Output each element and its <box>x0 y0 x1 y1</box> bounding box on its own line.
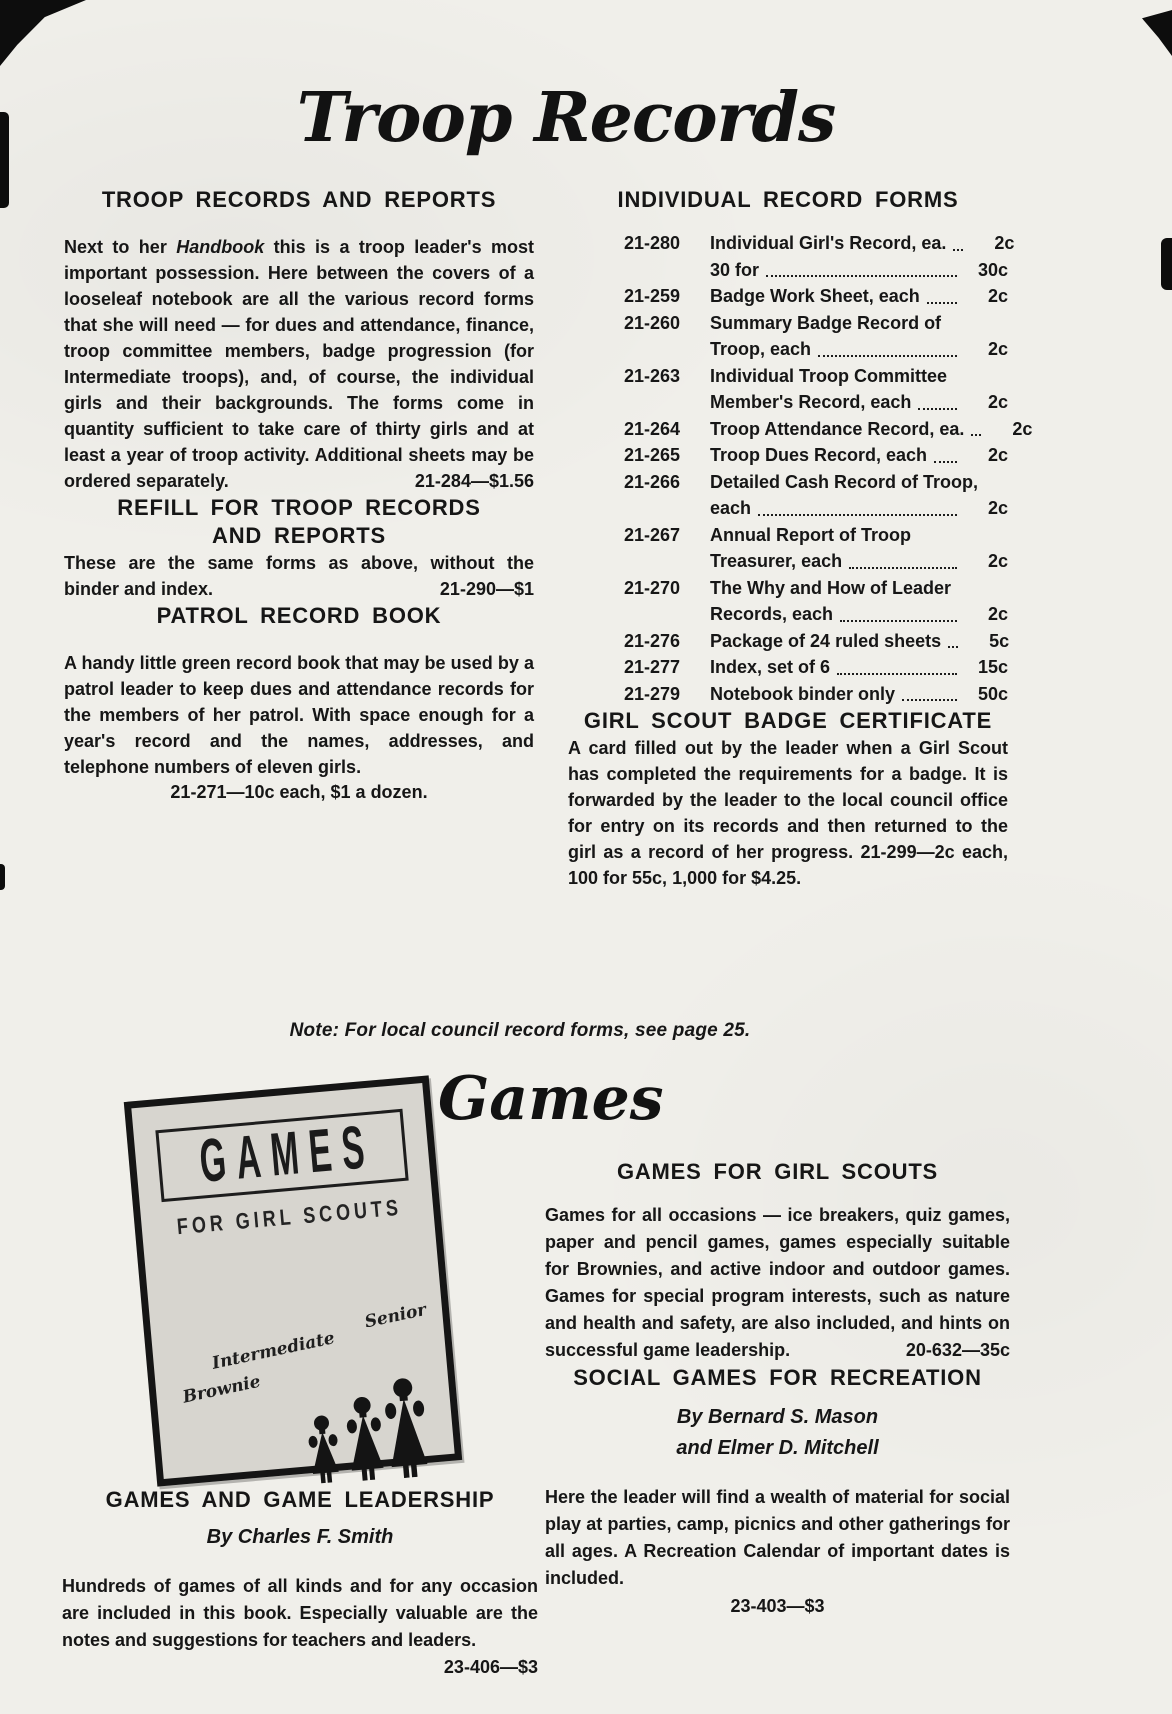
price-list-row <box>624 469 1008 496</box>
torn-edge-mark-left-small <box>0 864 5 890</box>
cover-label-intermediate: Intermediate <box>210 1328 337 1374</box>
item-description: Index, set of 6 <box>710 657 831 677</box>
torn-edge-mark-top-right <box>1142 10 1172 56</box>
section-badge-certificate <box>568 707 1008 891</box>
item-description: Individual Girl's Record, ea. <box>710 233 947 253</box>
section-body: A handy little green record book that may be used by a patrol leader to keep dues and attendance records for the members of her patrol. With space enough for a year's record and the names, addresses, and telephone numbers of eleven girls. <box>64 653 534 777</box>
dot-leader <box>902 699 957 701</box>
left-column <box>64 186 534 891</box>
section-games-leadership <box>62 1486 538 1677</box>
price-list-row <box>624 681 1008 708</box>
price-list-row <box>624 442 1008 469</box>
catalog-number-cell: 21-276 <box>624 630 681 651</box>
page-title: Troop Records <box>296 78 836 158</box>
item-price: 50c <box>977 683 1008 704</box>
item-description: The Why and How of Leader <box>710 577 952 598</box>
price-list-row <box>624 283 1008 310</box>
games-right-column <box>545 1158 1010 1617</box>
book-cover-inner <box>133 1107 456 1503</box>
section-heading: GAMES FOR GIRL SCOUTS <box>616 1159 939 1184</box>
catalog-number: 21-290—$1 <box>439 579 534 599</box>
byline <box>545 1402 1010 1464</box>
price-list-row <box>624 575 1008 602</box>
games-book-cover <box>124 1075 462 1486</box>
two-column-layout <box>64 186 1033 891</box>
section-patrol-record-book <box>64 602 534 803</box>
item-price: 2c <box>987 339 1008 359</box>
torn-edge-mark-right <box>1161 238 1172 290</box>
handbook-italic: Handbook <box>176 237 265 257</box>
price-list-row <box>624 257 1008 284</box>
dot-leader <box>849 567 957 569</box>
cover-subtitle: FOR GIRL SCOUTS <box>175 1194 403 1240</box>
cover-label-brownie: Brownie <box>180 1371 263 1408</box>
item-description: Detailed Cash Record of Troop, <box>710 471 979 492</box>
section-body <box>62 1573 538 1677</box>
catalog-number-cell: 21-267 <box>624 524 681 545</box>
heading-line: REFILL FOR TROOP RECORDS <box>117 495 481 520</box>
item-description: Treasurer, each <box>710 551 843 571</box>
item-price: 2c <box>987 551 1008 571</box>
dot-leader <box>927 302 957 304</box>
section-games-for-girl-scouts <box>545 1158 1010 1364</box>
dot-leader <box>766 275 957 277</box>
catalog-number: 21-284—$1.56 <box>414 471 534 491</box>
price-list-row <box>624 310 1008 337</box>
cover-artwork <box>147 1256 457 1503</box>
cover-title: GAMES <box>196 1111 378 1195</box>
section-heading: PATROL RECORD BOOK <box>156 603 442 628</box>
body-text: this is a troop leader's most important possession. Here between the covers of a looseleaf notebook are all the various record forms that she will need — for dues and attendance, finance, troop committee members, badge progression (for Intermediate troops), and, of course, the individual girls and their backgrounds. The forms come in quantity sufficient to take care of thirty girls and at least a year of troop activity. Additional sheets may be ordered separately. <box>64 237 534 491</box>
section-social-games <box>545 1364 1010 1617</box>
body-text: Hundreds of games of all kinds and for any occasion are included in this book. Especially valuable are the notes and suggestions for teachers and leaders. <box>62 1576 538 1650</box>
catalog-number-cell: 21-279 <box>624 683 681 704</box>
games-section <box>0 1050 1172 1714</box>
games-left-column <box>62 1486 538 1681</box>
item-description: each <box>710 498 752 518</box>
catalog-number-cell: 21-265 <box>624 445 681 465</box>
item-description: Annual Report of Troop <box>710 524 911 545</box>
item-price: 2c <box>1012 418 1033 439</box>
item-price: 5c <box>989 630 1010 651</box>
price-list <box>568 230 1033 707</box>
item-description: Package of 24 ruled sheets <box>710 630 942 651</box>
section-body <box>64 234 534 494</box>
heading-line: AND REPORTS <box>212 523 386 548</box>
catalog-number-cell: 21-280 <box>624 233 681 253</box>
price-list-row <box>624 654 1008 681</box>
catalog-number-cell: 21-277 <box>624 657 681 677</box>
right-column <box>568 186 1033 891</box>
price-list-row <box>624 363 1008 390</box>
price-list-row <box>624 416 1033 443</box>
catalog-number: 20-632—35c <box>905 1340 1010 1360</box>
section-heading: GAMES AND GAME LEADERSHIP <box>105 1487 495 1512</box>
section-heading: TROOP RECORDS AND REPORTS <box>101 187 497 212</box>
item-description: Troop Attendance Record, ea. <box>710 418 965 439</box>
item-price: 2c <box>987 445 1008 465</box>
item-description: Records, each <box>710 604 834 624</box>
price-list-row <box>624 601 1008 628</box>
section-body: Here the leader will find a wealth of material for social play at parties, camp, picnics and other gatherings for all ages. A Recreation Calendar of important dates is included. <box>545 1487 1010 1588</box>
byline-line: By Bernard S. Mason <box>676 1406 879 1428</box>
cover-title-box <box>155 1109 408 1202</box>
item-price: 2c <box>987 392 1008 412</box>
item-description: 30 for <box>710 259 760 280</box>
item-price: 30c <box>977 259 1008 280</box>
section-individual-record-forms <box>568 186 1033 707</box>
section-body <box>64 550 534 602</box>
catalog-number: 23-406—$3 <box>443 1657 538 1677</box>
item-description: Badge Work Sheet, each <box>710 286 920 306</box>
price-list-row <box>624 495 1008 522</box>
byline: By Charles F. Smith <box>206 1526 394 1548</box>
item-description: Notebook binder only <box>710 683 896 704</box>
dot-leader <box>837 673 957 675</box>
price-list-row <box>624 628 1008 655</box>
price-list-row <box>624 389 1008 416</box>
dot-leader <box>918 408 957 410</box>
item-price: 15c <box>977 657 1008 677</box>
dot-leader <box>934 461 957 463</box>
item-description: Troop Dues Record, each <box>710 445 928 465</box>
footnote: Note: For local council record forms, see page 25. <box>289 1020 751 1041</box>
price-list-row <box>624 230 1015 257</box>
price-list-row <box>624 522 1008 549</box>
price-list-row <box>624 548 1008 575</box>
price-list-row <box>624 336 1008 363</box>
dot-leader <box>758 514 957 516</box>
item-description: Summary Badge Record of <box>710 312 942 333</box>
section-body <box>545 1202 1010 1364</box>
item-description: Troop, each <box>710 339 812 359</box>
dot-leader <box>971 434 981 436</box>
item-price: 2c <box>994 233 1015 253</box>
catalog-number: 21-271—10c each, $1 a dozen. <box>170 782 428 802</box>
section-body: A card filled out by the leader when a Girl Scout has completed the requirements for a badge. It is forwarded by the leader to the local council office for entry on its records and then returned to the girl as a record of her progress. 21-299—2c each, 100 for 55c, 1,000 for $4.25. <box>568 738 1008 888</box>
dot-leader <box>818 355 957 357</box>
body-text: Next to her <box>64 237 177 257</box>
item-description: Member's Record, each <box>710 392 912 412</box>
item-price: 2c <box>987 498 1008 518</box>
section-heading: SOCIAL GAMES FOR RECREATION <box>573 1365 982 1390</box>
item-price: 2c <box>987 604 1008 624</box>
catalog-number-cell: 21-270 <box>624 577 681 598</box>
body-text: Games for all occasions — ice breakers, quiz games, paper and pencil games, games especially suitable for Brownies, and active indoor and outdoor games. Games for special program interests, such as nature and health and safety, are also included, and hints on successful game leadership. <box>545 1205 1010 1360</box>
catalog-number-cell: 21-264 <box>624 418 681 439</box>
catalog-number-cell: 21-259 <box>624 286 681 306</box>
section-troop-records-and-reports <box>64 186 534 494</box>
catalog-number: 23-403—$3 <box>730 1596 825 1616</box>
catalog-number-cell: 21-260 <box>624 312 681 333</box>
section-heading: GIRL SCOUT BADGE CERTIFICATE <box>583 708 993 733</box>
dot-leader <box>840 620 957 622</box>
body-text: These are the same forms as above, without the binder and index. <box>64 553 534 599</box>
item-description: Individual Troop Committee <box>710 365 948 386</box>
catalog-number-cell: 21-266 <box>624 471 681 492</box>
byline-line: and Elmer D. Mitchell <box>676 1437 879 1459</box>
section-heading: INDIVIDUAL RECORD FORMS <box>617 187 959 212</box>
section-heading <box>64 494 534 550</box>
dot-leader <box>948 646 958 648</box>
dot-leader <box>953 249 963 251</box>
girl-silhouettes-illustration <box>286 1350 438 1488</box>
catalog-number-cell: 21-263 <box>624 365 681 386</box>
cover-label-senior: Senior <box>362 1299 428 1333</box>
torn-edge-mark-top-left <box>0 0 86 66</box>
item-price: 2c <box>987 286 1008 306</box>
section-refill <box>64 494 534 602</box>
games-title: Games <box>438 1064 664 1134</box>
